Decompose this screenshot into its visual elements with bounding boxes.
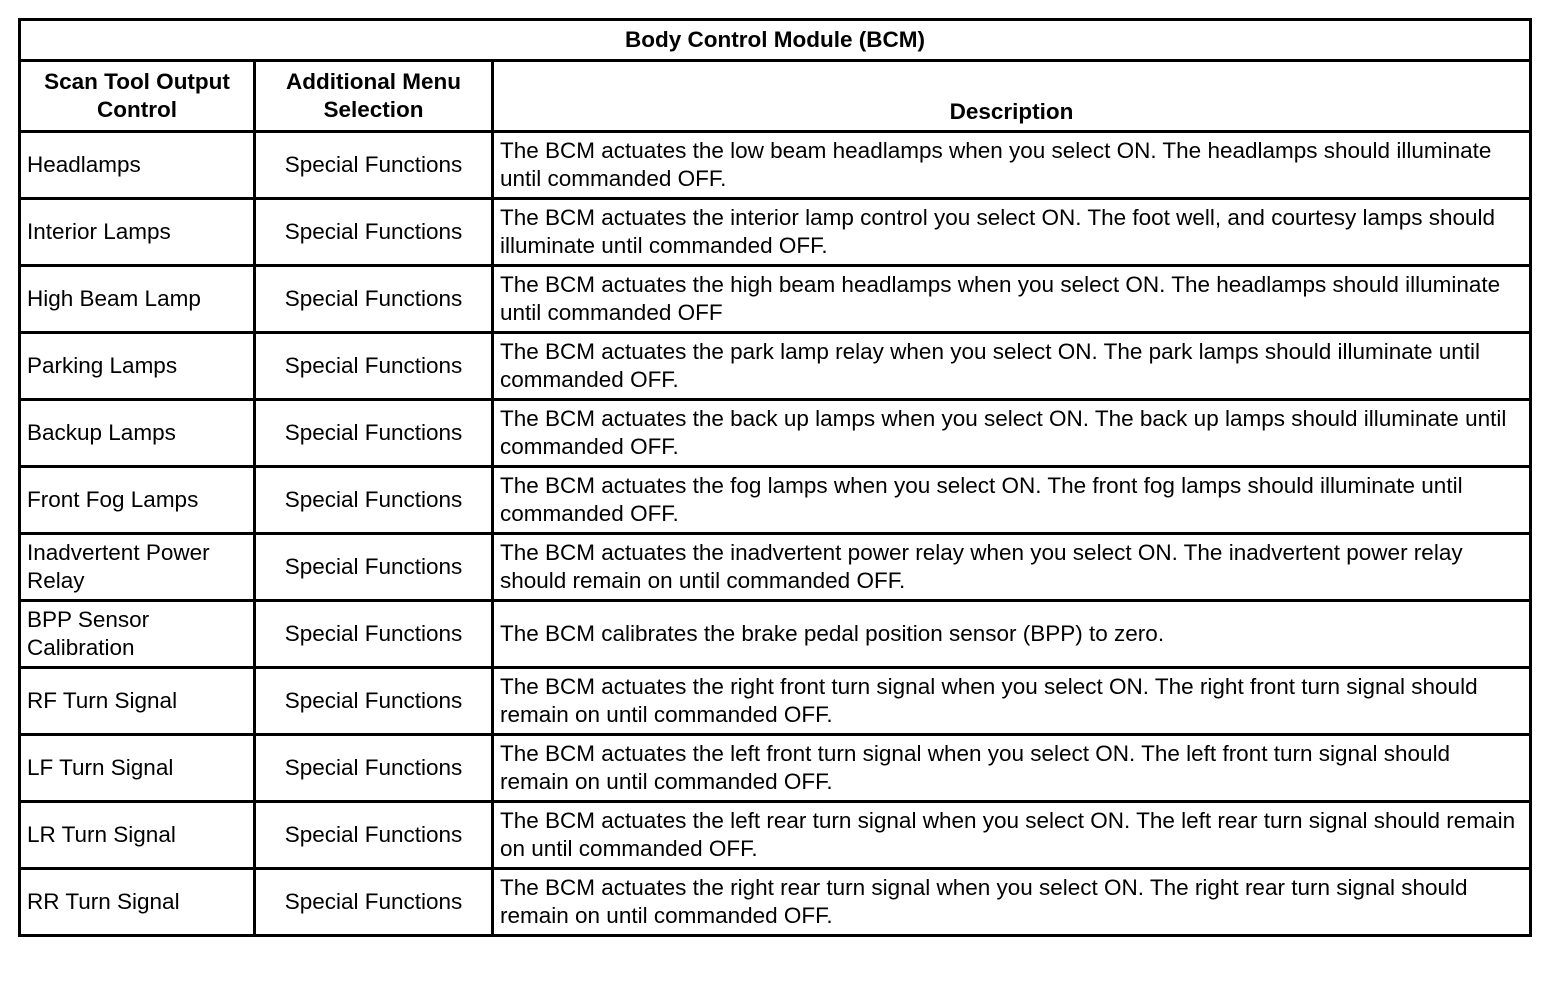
cell-output-control: RR Turn Signal (20, 869, 255, 936)
cell-menu-selection: Special Functions (255, 601, 493, 668)
cell-description: The BCM actuates the right front turn signal when you select ON. The right front turn signal should remain on until commanded OFF. (493, 668, 1531, 735)
cell-description: The BCM actuates the left front turn signal when you select ON. The left front turn signal should remain on until commanded OFF. (493, 735, 1531, 802)
table-row (20, 601, 1531, 668)
cell-description: The BCM actuates the inadvertent power relay when you select ON. The inadvertent power relay should remain on until commanded OFF. (493, 534, 1531, 601)
cell-description: The BCM actuates the interior lamp control you select ON. The foot well, and courtesy lamps should illuminate until commanded OFF. (493, 199, 1531, 266)
table-row (20, 199, 1531, 266)
cell-output-control: Front Fog Lamps (20, 467, 255, 534)
cell-menu-selection: Special Functions (255, 534, 493, 601)
header-description: Description (493, 61, 1531, 132)
table-row (20, 400, 1531, 467)
header-menu-selection: Additional Menu Selection (255, 61, 493, 132)
bcm-output-control-table (18, 18, 1532, 937)
cell-output-control: Backup Lamps (20, 400, 255, 467)
cell-menu-selection: Special Functions (255, 668, 493, 735)
cell-output-control: LR Turn Signal (20, 802, 255, 869)
table-row (20, 132, 1531, 199)
table-row (20, 534, 1531, 601)
cell-description: The BCM actuates the right rear turn signal when you select ON. The right rear turn signal should remain on until commanded OFF. (493, 869, 1531, 936)
table-row (20, 802, 1531, 869)
cell-menu-selection: Special Functions (255, 333, 493, 400)
cell-description: The BCM actuates the park lamp relay when you select ON. The park lamps should illuminate until commanded OFF. (493, 333, 1531, 400)
cell-menu-selection: Special Functions (255, 802, 493, 869)
cell-output-control: RF Turn Signal (20, 668, 255, 735)
cell-output-control: BPP Sensor Calibration (20, 601, 255, 668)
table-row (20, 735, 1531, 802)
header-output-control: Scan Tool Output Control (20, 61, 255, 132)
table-row (20, 266, 1531, 333)
cell-output-control: Interior Lamps (20, 199, 255, 266)
table-row (20, 668, 1531, 735)
cell-description: The BCM calibrates the brake pedal position sensor (BPP) to zero. (493, 601, 1531, 668)
table-body (20, 20, 1531, 936)
cell-description: The BCM actuates the high beam headlamps when you select ON. The headlamps should illuminate until commanded OFF (493, 266, 1531, 333)
table-row (20, 333, 1531, 400)
cell-menu-selection: Special Functions (255, 266, 493, 333)
cell-menu-selection: Special Functions (255, 400, 493, 467)
cell-output-control: Parking Lamps (20, 333, 255, 400)
cell-output-control: Headlamps (20, 132, 255, 199)
table-header-row (20, 61, 1531, 132)
cell-menu-selection: Special Functions (255, 869, 493, 936)
cell-output-control: High Beam Lamp (20, 266, 255, 333)
cell-menu-selection: Special Functions (255, 735, 493, 802)
cell-menu-selection: Special Functions (255, 199, 493, 266)
table-title: Body Control Module (BCM) (20, 20, 1531, 61)
cell-description: The BCM actuates the fog lamps when you select ON. The front fog lamps should illuminate until commanded OFF. (493, 467, 1531, 534)
cell-output-control: Inadvertent Power Relay (20, 534, 255, 601)
cell-output-control: LF Turn Signal (20, 735, 255, 802)
table-row (20, 869, 1531, 936)
cell-menu-selection: Special Functions (255, 132, 493, 199)
cell-menu-selection: Special Functions (255, 467, 493, 534)
table-row (20, 467, 1531, 534)
table-title-row (20, 20, 1531, 61)
cell-description: The BCM actuates the left rear turn signal when you select ON. The left rear turn signal should remain on until commanded OFF. (493, 802, 1531, 869)
cell-description: The BCM actuates the back up lamps when you select ON. The back up lamps should illuminate until commanded OFF. (493, 400, 1531, 467)
cell-description: The BCM actuates the low beam headlamps when you select ON. The headlamps should illuminate until commanded OFF. (493, 132, 1531, 199)
